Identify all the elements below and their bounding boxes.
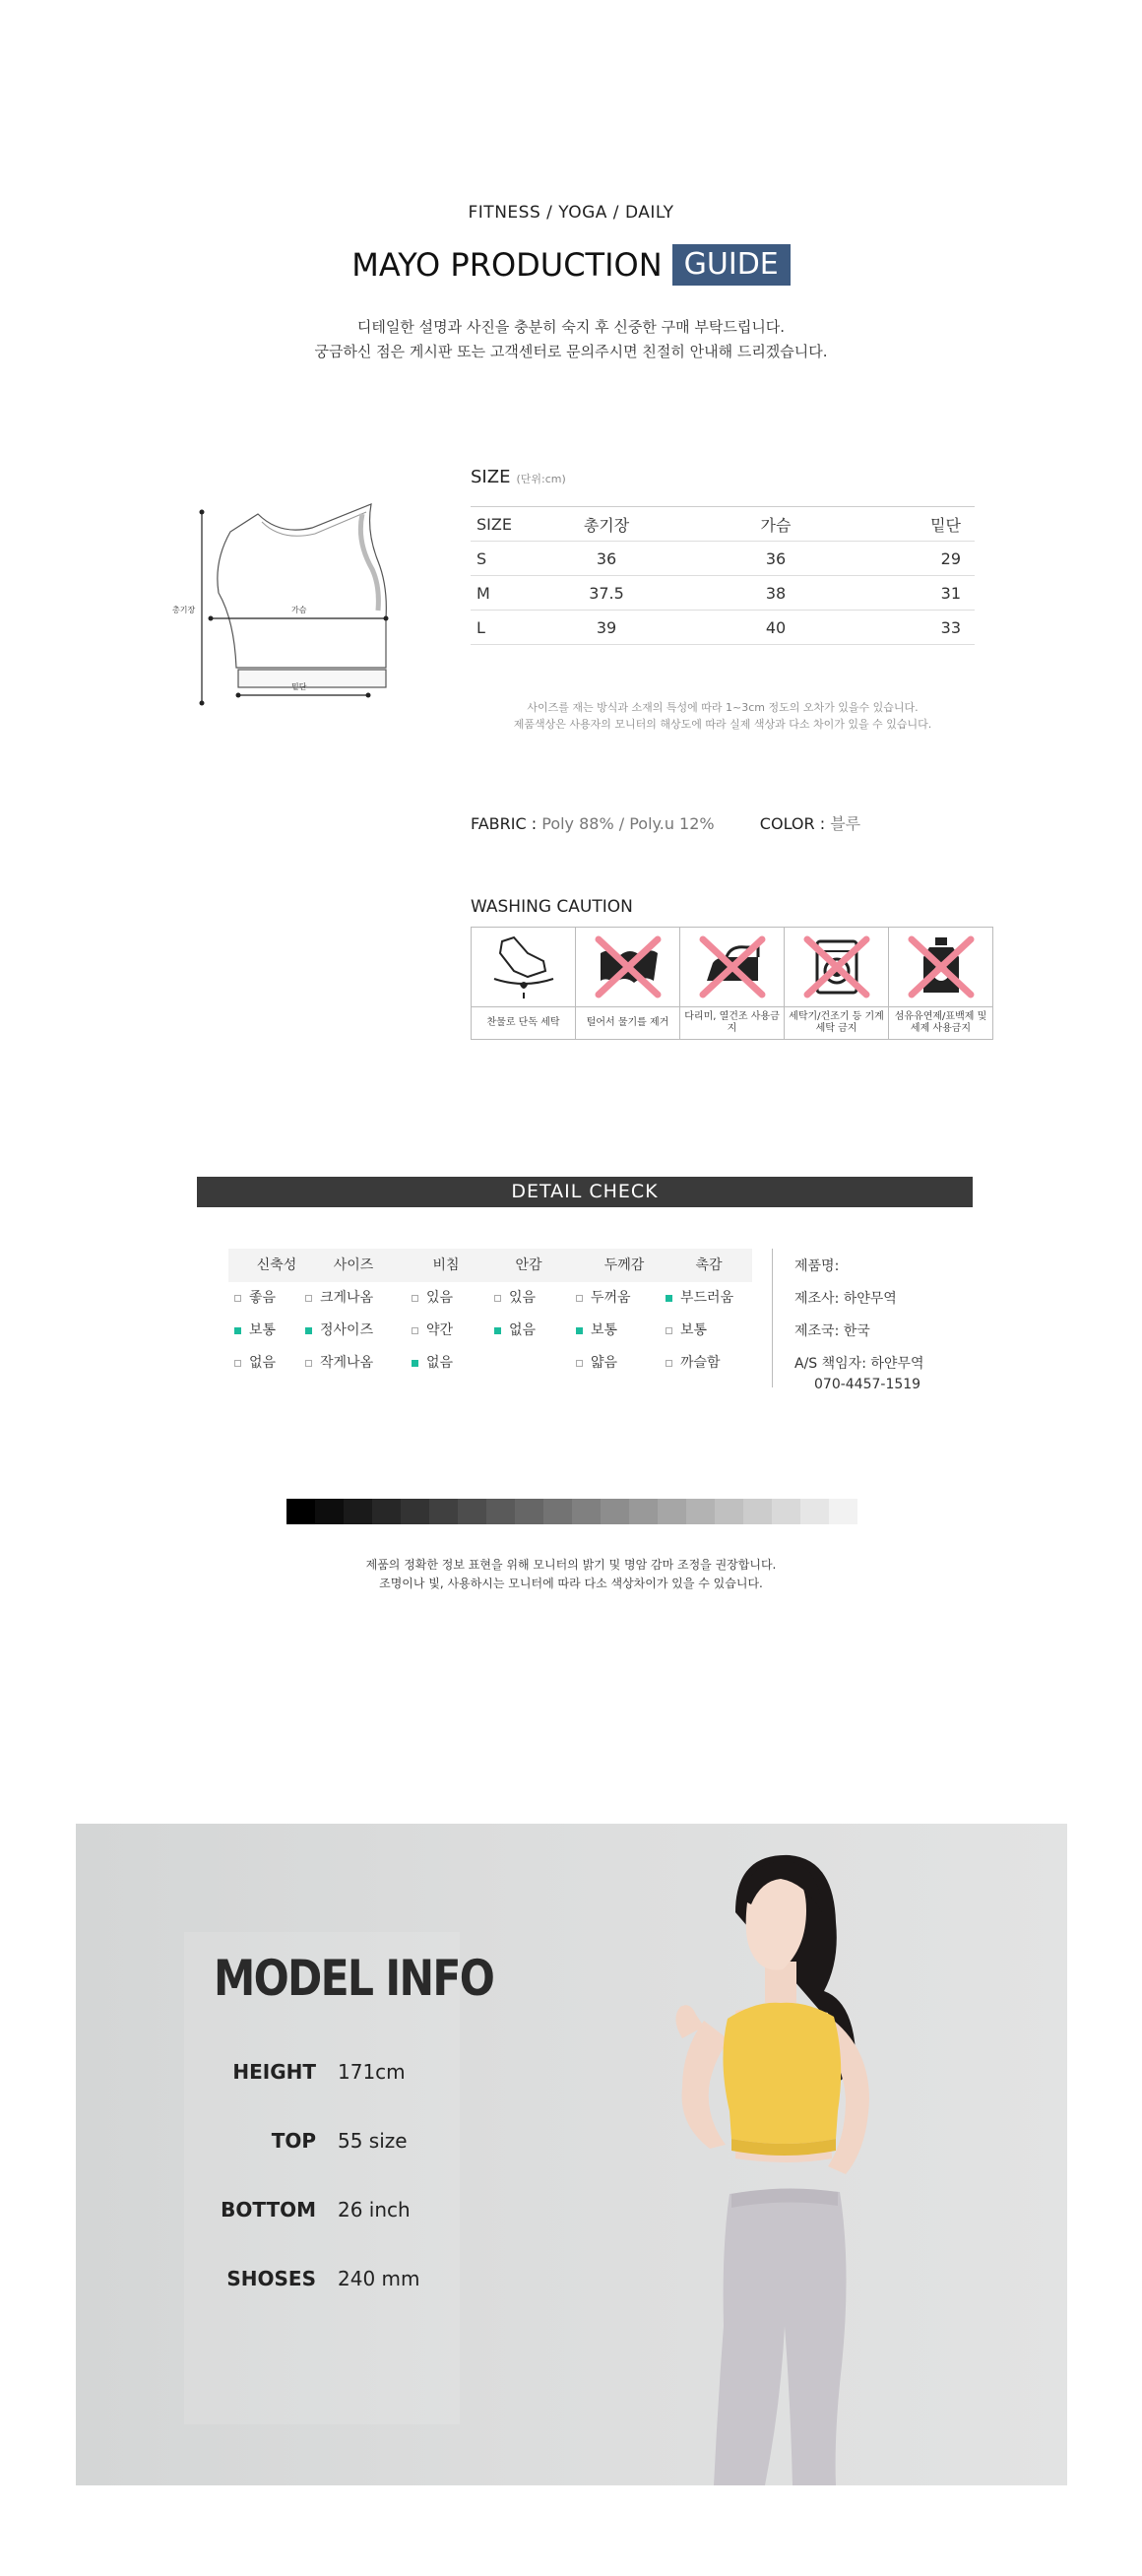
size-cell: L — [471, 611, 537, 645]
size-title — [471, 467, 566, 487]
washing-table — [471, 927, 993, 1040]
gray-swatch — [543, 1499, 572, 1524]
model-info-title: MODEL INFO — [214, 1950, 494, 2007]
detail-option-label: 부드러움 — [680, 1290, 734, 1306]
washing-title: WASHING CAUTION — [471, 897, 633, 917]
table-row — [471, 542, 975, 576]
color-value: 블루 — [830, 814, 861, 833]
detail-option-label: 얇음 — [591, 1355, 618, 1371]
model-info-value: 240 mm — [338, 2267, 420, 2290]
check-mark — [305, 1360, 312, 1367]
check-mark — [494, 1327, 501, 1334]
guide-title — [0, 244, 1142, 286]
size-cell: M — [471, 576, 537, 611]
gray-swatch — [315, 1499, 344, 1524]
detail-divider — [772, 1249, 773, 1387]
gray-swatch — [286, 1499, 315, 1524]
check-mark — [234, 1327, 241, 1334]
product-as: A/S 책임자: 하얀무역 — [794, 1356, 924, 1372]
detail-option-label: 없음 — [426, 1355, 454, 1371]
detail-column — [305, 1249, 402, 1380]
detail-column-header: 안감 — [515, 1257, 542, 1273]
detail-column-header: 두께감 — [603, 1257, 645, 1273]
detail-option-label: 없음 — [249, 1355, 277, 1371]
no-bleach-icon — [889, 928, 992, 1007]
size-diagram — [169, 492, 406, 719]
monitor-note-line-1: 제품의 정확한 정보 표현을 위해 모니터의 밝기 및 명암 감마 조정을 권장합니다. — [365, 1558, 777, 1572]
check-mark — [412, 1295, 418, 1302]
monitor-note — [0, 1556, 1142, 1593]
check-mark — [666, 1327, 672, 1334]
detail-option — [576, 1315, 672, 1347]
gray-swatch — [344, 1499, 372, 1524]
product-phone: 070-4457-1519 — [814, 1377, 921, 1392]
grayscale-strip — [286, 1499, 857, 1524]
model-info-row — [76, 2198, 578, 2222]
washing-label: 다리미, 열건조 사용금지 — [684, 1011, 780, 1034]
detail-option-label: 보통 — [680, 1322, 708, 1338]
hand-wash-icon — [472, 928, 575, 1007]
gray-swatch — [515, 1499, 543, 1524]
detail-option — [576, 1347, 672, 1380]
fabric-line — [471, 811, 860, 834]
detail-option — [494, 1315, 563, 1347]
check-mark — [305, 1327, 312, 1334]
detail-option-label: 있음 — [426, 1290, 454, 1306]
guide-title-text: MAYO PRODUCTION — [351, 246, 663, 284]
model-info-key: HEIGHT — [232, 2060, 316, 2084]
detail-option — [494, 1282, 563, 1315]
washing-label: 털어서 물기를 제거 — [586, 1017, 669, 1028]
table-row — [471, 611, 975, 645]
size-col-header: 가슴 — [676, 507, 875, 542]
detail-option — [412, 1315, 480, 1347]
check-mark — [666, 1360, 672, 1367]
gray-swatch — [401, 1499, 429, 1524]
detail-column-header: 촉감 — [695, 1257, 723, 1273]
size-col-header: SIZE — [471, 507, 537, 542]
size-col-header: 밑단 — [875, 507, 975, 542]
detail-option-label: 약간 — [426, 1322, 454, 1338]
model-info-row — [76, 2267, 578, 2290]
detail-option — [412, 1282, 480, 1315]
gray-swatch — [829, 1499, 857, 1524]
check-mark — [494, 1295, 501, 1302]
no-machine-wash-icon — [785, 928, 888, 1007]
detail-option — [666, 1315, 752, 1347]
detail-column — [412, 1249, 480, 1380]
monitor-note-line-2: 조명이나 빛, 사용하시는 모니터에 따라 다소 색상차이가 있을 수 있습니다. — [379, 1577, 763, 1590]
no-wring-icon — [576, 928, 679, 1007]
product-country: 제조국: 한국 — [794, 1323, 870, 1339]
fabric-value: Poly 88% / Poly.u 12% — [541, 814, 715, 833]
detail-option-label: 두꺼움 — [591, 1290, 631, 1306]
check-mark — [576, 1295, 583, 1302]
product-name: 제품명: — [794, 1258, 840, 1274]
detail-option — [666, 1282, 752, 1315]
check-mark — [412, 1327, 418, 1334]
check-mark — [305, 1295, 312, 1302]
gray-swatch — [486, 1499, 515, 1524]
check-mark — [412, 1360, 418, 1367]
washing-item — [576, 928, 680, 1039]
size-note-line-2: 제품색상은 사용자의 모니터의 해상도에 따라 실제 색상과 다소 차이가 있을 수 있습니다. — [513, 718, 932, 731]
check-mark — [666, 1295, 672, 1302]
size-cell: 36 — [537, 542, 676, 576]
model-info-value: 171cm — [338, 2060, 406, 2084]
detail-column — [666, 1249, 752, 1380]
size-cell: 37.5 — [537, 576, 676, 611]
detail-option-label: 보통 — [591, 1322, 618, 1338]
washing-label: 세탁기/건조기 등 기계세탁 금지 — [789, 1011, 884, 1034]
size-cell: 31 — [875, 576, 975, 611]
gray-swatch — [715, 1499, 743, 1524]
model-info-row — [76, 2129, 578, 2153]
check-mark — [576, 1327, 583, 1334]
size-cell: 33 — [875, 611, 975, 645]
diagram-label-chest: 가슴 — [291, 606, 307, 614]
no-iron-icon — [680, 928, 784, 1007]
gray-swatch — [429, 1499, 458, 1524]
product-info — [794, 1251, 923, 1394]
check-mark — [576, 1360, 583, 1367]
gray-swatch — [686, 1499, 715, 1524]
gray-swatch — [629, 1499, 658, 1524]
size-cell: 29 — [875, 542, 975, 576]
gray-swatch — [658, 1499, 686, 1524]
guide-badge: GUIDE — [672, 244, 791, 286]
diagram-label-hem: 밑단 — [291, 682, 307, 691]
detail-check-bar: DETAIL CHECK — [197, 1177, 973, 1207]
size-cell: 39 — [537, 611, 676, 645]
washing-label: 섬유유연제/표백제 및 세제 사용금지 — [894, 1011, 987, 1034]
size-unit: (단위:cm) — [516, 473, 566, 485]
detail-option — [305, 1282, 402, 1315]
detail-option-label: 작게나옴 — [320, 1355, 374, 1371]
detail-column-header: 사이즈 — [333, 1257, 374, 1273]
model-info-section — [76, 1824, 1067, 2485]
gray-swatch — [743, 1499, 772, 1524]
check-mark — [234, 1295, 241, 1302]
size-cell: 36 — [676, 542, 875, 576]
check-mark — [234, 1360, 241, 1367]
size-table — [471, 506, 975, 645]
gray-swatch — [372, 1499, 401, 1524]
detail-option-label: 보통 — [249, 1322, 277, 1338]
detail-column-header: 신축성 — [256, 1257, 297, 1273]
size-cell: 40 — [676, 611, 875, 645]
detail-option-label: 좋음 — [249, 1290, 277, 1306]
size-note-line-1: 사이즈를 재는 방식과 소재의 특성에 따라 1~3cm 정도의 오차가 있을수 있습니다. — [527, 701, 919, 714]
intro-line-2: 궁금하신 점은 게시판 또는 고객센터로 문의주시면 친절히 안내해 드리겠습니다. — [314, 343, 828, 360]
gray-swatch — [800, 1499, 829, 1524]
detail-option — [576, 1282, 672, 1315]
category-line: FITNESS / YOGA / DAILY — [468, 203, 674, 223]
detail-option — [305, 1347, 402, 1380]
model-photo — [588, 1853, 962, 2485]
washing-label: 찬물로 단독 세탁 — [486, 1017, 560, 1028]
diagram-label-length: 총기장 — [172, 606, 196, 614]
detail-option — [305, 1315, 402, 1347]
detail-option-label: 있음 — [509, 1290, 537, 1306]
washing-item — [472, 928, 576, 1039]
detail-column — [576, 1249, 672, 1380]
detail-column — [494, 1249, 563, 1347]
intro-text — [0, 315, 1142, 364]
washing-item — [785, 928, 889, 1039]
detail-option — [666, 1347, 752, 1380]
detail-option-label: 없음 — [509, 1322, 537, 1338]
model-info-key: BOTTOM — [221, 2198, 316, 2222]
model-info-row — [76, 2060, 578, 2084]
gray-swatch — [601, 1499, 629, 1524]
color-label: COLOR : — [759, 814, 826, 833]
size-cell: S — [471, 542, 537, 576]
detail-option-label: 크게나옴 — [320, 1290, 374, 1306]
gray-swatch — [772, 1499, 800, 1524]
detail-option — [412, 1347, 480, 1380]
size-col-header: 총기장 — [537, 507, 676, 542]
intro-line-1: 디테일한 설명과 사진을 충분히 숙지 후 신중한 구매 부탁드립니다. — [356, 318, 786, 336]
washing-item — [889, 928, 992, 1039]
detail-option-label: 정사이즈 — [320, 1322, 374, 1338]
product-maker: 제조사: 하얀무역 — [794, 1291, 897, 1307]
table-row — [471, 576, 975, 611]
size-note — [471, 699, 975, 733]
model-info-value: 26 inch — [338, 2198, 411, 2222]
size-cell: 38 — [676, 576, 875, 611]
gray-swatch — [572, 1499, 601, 1524]
model-info-key: SHOSES — [226, 2267, 316, 2290]
detail-column-header: 비침 — [432, 1257, 460, 1273]
size-table-header — [471, 507, 975, 542]
fabric-label: FABRIC : — [471, 814, 538, 833]
detail-option-label: 까슬함 — [680, 1355, 721, 1371]
model-info-value: 55 size — [338, 2129, 408, 2153]
washing-item — [680, 928, 785, 1039]
gray-swatch — [458, 1499, 486, 1524]
model-info-key: TOP — [271, 2129, 316, 2153]
size-title-text: SIZE — [471, 467, 511, 487]
